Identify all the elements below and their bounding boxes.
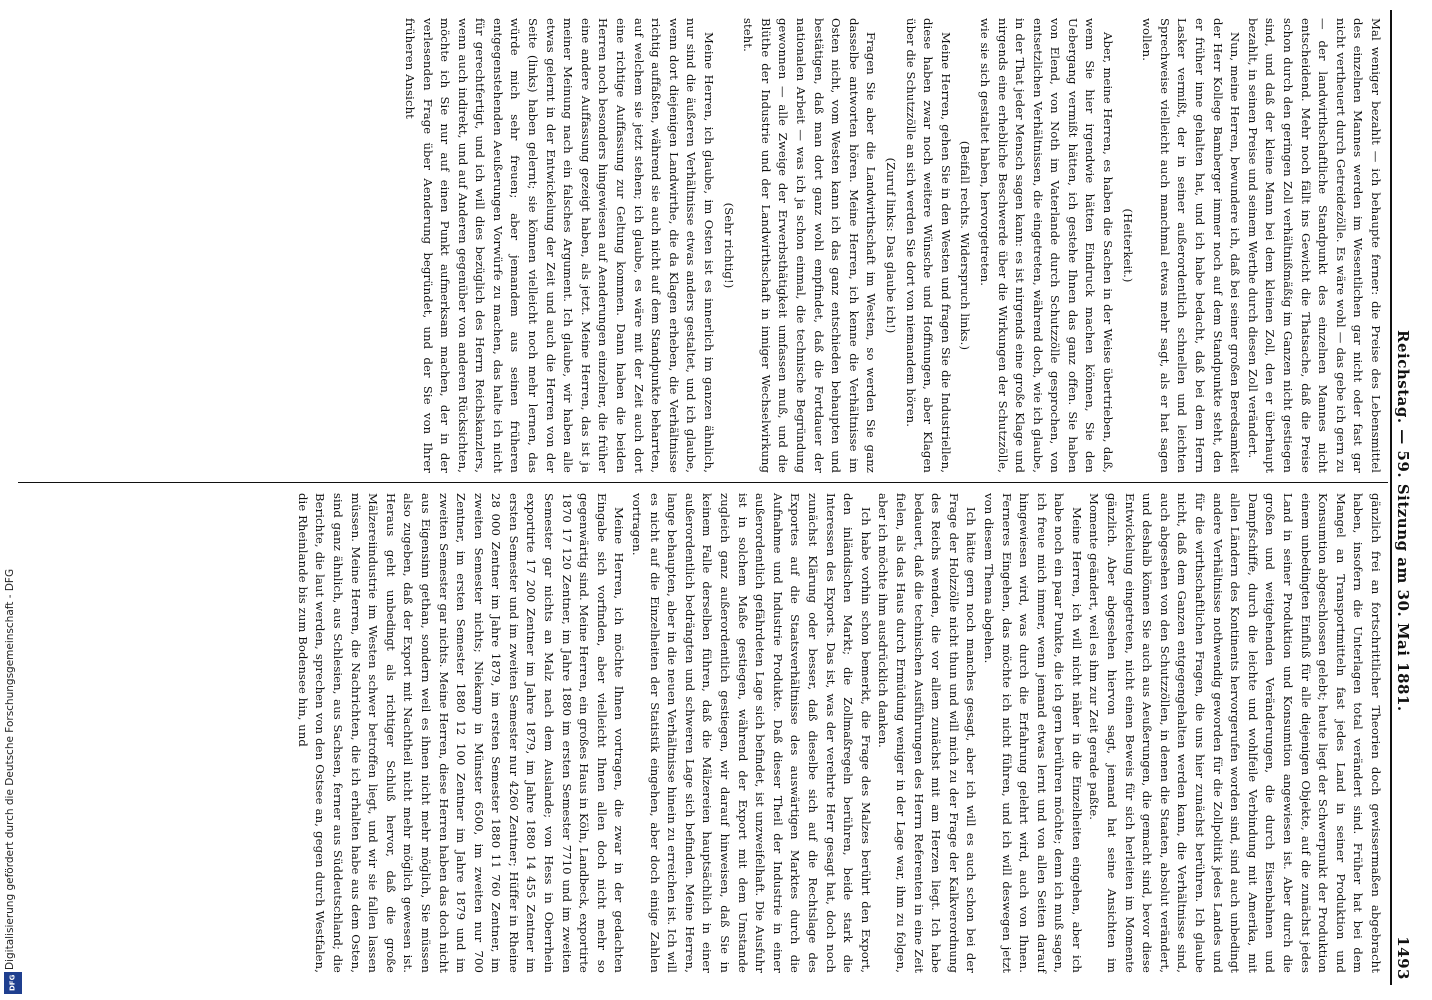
footer bbox=[0, 0, 28, 1000]
right-column-paragraph: Ich habe vorhin schon bemerkt, die Frage des Malzes berührt den Export, den inländischen Markt; die Zollmaßregeln berühren, beide stark die Interessen des Exports. Das ist, was der verehrte Herr gesagt hat, doch noch zunächst Klärung oder besser, daß dieselbe sich auf die Rechtslage des Exportes auf die Staatsverhältnisse des auswärtigen Marktes durch die Aufnahme und Industrie Produkte. Daß dieser Theil der Industrie in einer außerordentlich gefährdeten Lage sich befindet, ist unzweifelhaft. Die Ausfuhr ist in solchem Maße gestiegen, während der Export mit dem Umstande zugleich ganz außerordentlich gestiegen, wir darauf hinweisen, daß Sie in keinem Falle derselben führen, daß die Mälzereien hauptsächlich in einer außerordentlich bedrängten und schweren Lage sich befinden. Meine Herren, lange behaupten, aber in die neuen Verhältnisse hinein zu erreichen ist. Ich will es nicht auf die Einzelheiten der Statistik eingehen, aber doch einige Zahlen vortragen. bbox=[630, 493, 873, 973]
left-column-remark: (Zuruf links: Das glaube ich!) bbox=[883, 157, 898, 334]
footer-credit: Digitalisierung gefördert durch die Deutsche Forschungsgemeinschaft - DFG bbox=[4, 568, 16, 970]
right-column bbox=[293, 493, 1384, 973]
column-divider bbox=[18, 482, 1388, 483]
dfg-logo-icon: DFG bbox=[4, 972, 22, 994]
page-header-title: Reichstag. — 59. Sitzung am 30. Mai 1881. bbox=[1394, 330, 1412, 712]
header-rule bbox=[1390, 10, 1392, 985]
left-column-paragraph: Meine Herren, gehen Sie in den Westen und fragen Sie die Industriellen, diese haben zwar noch weitere Wünsche und Hoffnungen, aber Klagen über die Schutzzölle an sich werden Sie dort von niemandem hören. bbox=[903, 18, 953, 473]
right-column-paragraph: Meine Herren, ich möchte Ihnen vortragen, die zwar in der gedachten Eingabe sich vorfinden, aber vielleicht Ihnen allen doch nicht mehr so gegenwärtig sind. Meine Herren, ein großes Haus in Köln, Landbeck, exportirte 1870 17 120 Zentner, im Jahre 1880 im ersten Semester 7710 und im zweiten Semester gar nichts an Malz nach dem Auslande; von Hess in Oberrhein exportirte 17 200 Zentner im Jahre 1879, im Jahre 1880 14 455 Zentner im ersten Semester und im zweiten Semester nur 4260 Zentner; Hüffer in Rheine 28 000 Zentner im Jahre 1879, im ersten Semester 1880 11 760 Zentner, im zweiten Semester nichts; Niekamp in Münster 6500, im zweiten nur 700 Zentner, im ersten Semester 1880 12 100 Zentner im Jahre 1879 und im zweiten Semester gar nichts. Meine Herren, diese Herren haben das doch nicht aus Eigensinn gethan, sondern weil es ihnen nicht mehr möglich, Sie müssen also zugeben, daß der Export mit Nachtheil nicht mehr möglich gewesen ist. Heraus geht unbedingt als richtiger Schluß hervor, daß die große Mälzereiindustrie im Westen schwer betroffen liegt, und wir sie fallen lassen müssen. Meine Herren, die Nachrichten, die ich erhalten habe aus dem Osten, sind ganz ähnlich, aus Schlesien, aus Sachsen, ferner aus Süddeutschland; die Berichte, die laut werden, sprechen von den Ostsee an, gegen durch Westfalen, die Rheinlande bis zum Bodensee hin, und bbox=[295, 493, 627, 973]
page-header bbox=[1388, 0, 1418, 1000]
page-number: 1493 bbox=[1394, 936, 1412, 980]
left-column-paragraph: Mal weniger bezahlt — ich behaupte ferner: die Preise des Lebensmittel des einzelnen Mannes werden im Wesentlichen gar nicht oder fast gar nicht vertheuert durch Getreidezölle. Es wäre wohl — das gebe ich gern zu — der landwirthschaftliche Standpunkt des einzelnen Mannes nicht entscheidend. Mehr noch fällt ins Gewicht die Thatsache, daß die Preise schon durch den geringen Zoll verhältnißmäßig im Ganzen nicht gestiegen sind, und daß der kleine Mann bei dem kleinen Zoll, den er überhaupt bezahlt, in seinen Preise und seinem Werthe durch diesen Zoll verändert. bbox=[1245, 18, 1383, 473]
left-column-remark: (Beifall rechts. Widerspruch links.) bbox=[958, 140, 973, 351]
right-column-paragraph: Meine Herren, ich will nicht näher in die Einzelheiten eingehen, aber ich habe noch ein paar Punkte, die ich gern berühren möchte; denn ich muß sagen, ich freue mich immer, wenn jemand etwas lernt und von allen Seiten darauf hingewiesen wird, was durch die Erfahrung gelehrt wird, auch von Ihnen. Ferneres Eingehen, das möchte ich nicht führen, und ich will deswegen jetzt von diesem Thema abgehen. bbox=[981, 493, 1084, 973]
left-column-paragraph: Nun, meine Herren, bewundere ich, daß bei seiner großen Beredsamkeit der Herr Kollege Bamberger immer noch auf dem Standpunkte steht, den er früher inne gehalten hat, und ich habe bedacht, daß bei dem Herrn Lasker vermißt, der in seiner außerordentlich schnellen und leichten Sprechweise vielleicht auch manchmal etwas mehr sagt, als er hat sagen wollen. bbox=[1140, 18, 1243, 473]
left-column-paragraph: Meine Herren, ich glaube, im Osten ist es innerlich im ganzen ähnlich, nur sind die äußeren Verhältnisse etwas anders gestaltet, und ich glaube, wenn dort diejenigen Landwirthe, die da Klagen erheben, die Verhältnisse richtig auffaßten, während sie auch nicht auf dem Standpunkte beharrten, auf welchem sie jetzt stehen; ich glaube, es wäre mit der Zeit auch dort eine richtige Auffassung zur Geltung kommen. Dann haben die beiden Herren noch besonders hingewiesen auf Aenderungen einzelner, die früher eine andere Auffassung gezeigt haben, als jetzt. Meine Herren, das ist ja meiner Meinung nach ein falsches Argument. Ich glaube, wir haben alle etwas gelernt in der Entwickelung der Zeit und auch die Herren von der Seite (links) haben gelernt; sie können vielleicht noch mehr lernen, das würde mich sehr freuen; aber jemandem aus seinen früheren entgegenstehenden Aeußerungen Vorwürfe zu machen, das halte ich nicht für gerechtfertigt, und ich will dies bezüglich des Herrn Reichskanzlers, wenn auch indirekt, und auf Anderen gegenüber von anderen Rücksichten, möchte ich Sie nur auf einen Punkt aufmerksam machen, der in der verlesenden Frage über Aenderung begründet, und der Sie von Ihrer früheren Ansicht bbox=[402, 18, 717, 473]
left-column-remark: (Heiterkeit.) bbox=[1120, 208, 1135, 283]
left-column-remark: (Sehr richtig!) bbox=[721, 202, 736, 289]
left-column bbox=[400, 18, 1384, 473]
right-column-paragraph: Ich hätte gern noch manches gesagt, aber ich will es auch schon bei der Frage der Holzzölle nicht thun und will mich zu der Frage der Kalkverordnung des Reichs wenden, die vor allem zunächst mit am Herzen liegt. Ich habe bedauert, daß die technischen Ausführungen des Herrn Referenten in eine Zeit fielen, als das Haus durch Ermüdung weniger in der Lage war, ihm zu folgen, aber ich möchte ihm ausdrücklich danken. bbox=[876, 493, 979, 973]
right-column-paragraph: gänzlich frei an fortschrittlicher Theorien doch gewissermaßen abgebracht haben, insofern die Unterlagen total verändert sind. Früher hat bei dem Mangel an Transportmitteln fast jedes Land in seiner Produktion und Konsumtion abgeschlossen gelebt; heute liegt der Schwerpunkt der Produktion einem unbedingten Einfluß für alle diejenigen Objekte, auf die zunächst jedes Land in seiner Produktion und Konsumtion angewiesen ist. Aber durch die großen und weitgehenden Veränderungen, die durch Eisenbahnen und Dampfschiffe, durch die leichte und wohlfeile Verbindung mit Amerika, mit allen Ländern des Kontinents hervorgerufen worden sind, sind auch unbedingt andere Verhältnisse nothwendig geworden für die Zollpolitik jedes Landes und für die wirthschaftlichen Fragen, die uns hier zunächst berühren. Ich glaube nicht, daß dem Ganzen entgegengehalten werden kann, die Verhältnisse sind, auch abgesehen von den Schutzzöllen, in denen die Staaten, absolut verändert, und deshalb können Sie auch aus Aeußerungen, die gemacht sind, bevor diese Entwickelung eingetreten, nicht einen Beweis für sich herleiten im Momente gänzlich. Aber abgesehen hiervon sagt, jemand hat seine Ansichten im Momente geändert, weil es ihm zur Zeit gerade paßte. bbox=[1087, 493, 1383, 973]
left-column-paragraph: Fragen Sie aber die Landwirthschaft im Westen, so werden Sie ganz dasselbe antworten hören. Meine Herren, ich kenne die Verhältnisse im Osten nicht, vom Westen kann ich das ganz entschieden behaupten und bestätigen, daß man dort ganz wohl empfindet, daß die Fortdauer der nationalen Arbeit — was ich ja schon einmal, die technische Begründung gewonnen — alle Zweige der Erwerbsthätigkeit umfassen muß, und die Blüthe der Industrie und der Landwirthschaft in inniger Wechselwirkung steht. bbox=[741, 18, 879, 473]
left-column-paragraph: Aber, meine Herren, es haben die Sachen in der Weise übertrieben, daß, wenn Sie hier irgendwie hätten Eindruck machen können, Sie den Uebergang vermißt hätten, ich gestehe Ihnen das ganz offen. Sie haben von Elend, von Noth im Vaterlande durch Schutzzölle gesprochen, von entsetzlichen Verhältnissen, die eingetreten, während doch, wie ich glaube, in der That jeder Mensch sagen kann: es ist nirgends eine große Klage und nirgends eine erhebliche Beschwerde über die Wirkungen der Schutzzölle, wie sie sich gestaltet haben, hervorgetreten. bbox=[977, 18, 1116, 473]
